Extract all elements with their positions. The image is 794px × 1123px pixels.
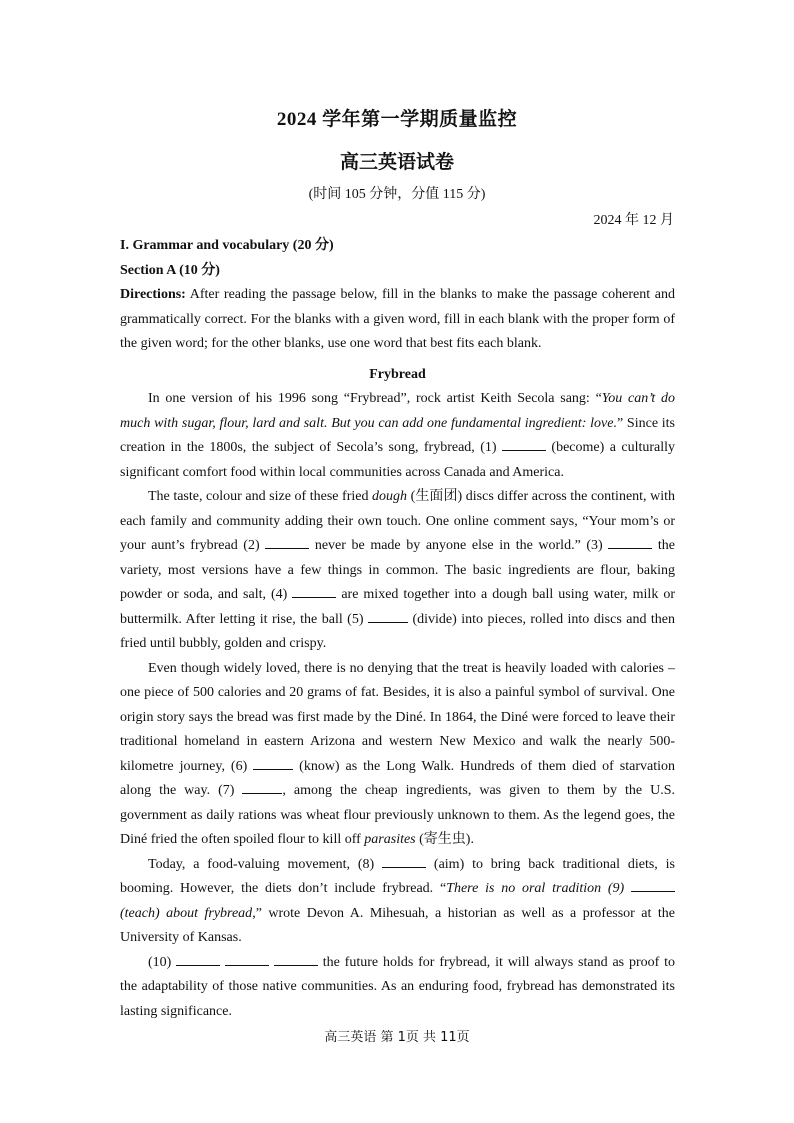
paragraph-5: (10) the future holds for frybread, it will always stand as proof to the adaptability of those native communities. As an enduring food, frybread has demonstrated its lasting significance. xyxy=(120,951,675,1025)
paragraph-4: Today, a food-valuing movement, (8) (aim) to bring back traditional diets, is booming. However, the diets don’t include frybread. “There is no oral tradition (9) (teach) about frybread,” wrote Devon A. Mihesuah, a historian as well as a professor at the University of Kansas. xyxy=(120,853,675,951)
passage-title: Frybread xyxy=(369,366,426,382)
song-quote: You can’t do much with sugar, flour, lard and salt. But you can add one fundamental ingredient: love. xyxy=(120,391,676,431)
exam-date: 2024 年 12 月 xyxy=(593,213,674,228)
blank-4[interactable] xyxy=(292,583,336,598)
directions-label: Directions: xyxy=(120,287,186,302)
dough-term: dough xyxy=(372,489,408,504)
exam-subtitle: 高三英语试卷 xyxy=(339,152,454,173)
blank-7[interactable] xyxy=(242,779,282,794)
blank-10a[interactable] xyxy=(176,951,220,966)
time-info: (时间 105 分钟，分值 115 分) xyxy=(308,187,486,202)
blank-6[interactable] xyxy=(253,755,293,770)
section-title: Section A (10 分) xyxy=(120,262,220,278)
parasites-term: parasites xyxy=(364,832,416,847)
blank-8[interactable] xyxy=(382,853,426,868)
blank-10b[interactable] xyxy=(225,951,269,966)
paragraph-3: Even though widely loved, there is no denying that the treat is heavily loaded with calories – one piece of 500 calories and 20 grams of fat. Besides, it is also a painful symbol of survival. One origin story says the bread was first made by the Diné. In 1864, the Diné were forced to leave their traditional homeland in eastern Arizona and western New Mexico and walk the nearly 500-kilometre journey, (6) (know) as the Long Walk. Hundreds of them died of starvation along the way. (7) , among the cheap ingredients, was given to them by the U.S. government as daily rations was wheat flour previously unknown to them. As the legend goes, the Diné fried the often spoiled flour to kill off parasites (寄生虫). xyxy=(120,660,675,847)
blank-5[interactable] xyxy=(368,608,408,623)
paragraph-2: The taste, colour and size of these fried dough (生面团) discs differ across the continent, with each family and community adding their own touch. One online comment says, “Your mom’s or your aunt’s frybread (2) never be made by anyone else in the world.” (3) the variety, most versions have a few things in common. The basic ingredients are flour, baking powder or soda, and salt, (4) are mixed together into a dough ball using water, milk or buttermilk. After letting it rise, the ball (5) (divide) into pieces, rolled into discs and then fried until bubbly, golden and crispy. xyxy=(120,489,676,651)
exam-content xyxy=(120,234,675,1024)
blank-9[interactable] xyxy=(631,877,675,892)
blank-2[interactable] xyxy=(265,534,309,549)
blank-1[interactable] xyxy=(502,436,546,451)
blank-3[interactable] xyxy=(608,534,652,549)
page-footer: 高三英语 第 1页 共 11页 xyxy=(324,1030,470,1045)
paragraph-1: In one version of his 1996 song “Frybread”, rock artist Keith Secola sang: “You can’t do much with sugar, flour, lard and salt. But you can add one fundamental ingredient: love.” Since its creation in the 1800s, the subject of Secola’s song, frybread, (1) (become) a culturally significant comfort food within local communities across Canada and America. xyxy=(120,391,676,480)
exam-title: 2024 学年第一学期质量监控 xyxy=(276,109,518,130)
part-title: I. Grammar and vocabulary (20 分) xyxy=(120,238,334,253)
directions-text: After reading the passage below, fill in the blanks to make the passage coherent and grammatically correct. For the blanks with a given word, fill in each blank with the proper form of the given word; for the other blanks, use one word that best fits each blank. xyxy=(120,287,675,351)
blank-10c[interactable] xyxy=(274,951,318,966)
directions xyxy=(120,283,675,357)
